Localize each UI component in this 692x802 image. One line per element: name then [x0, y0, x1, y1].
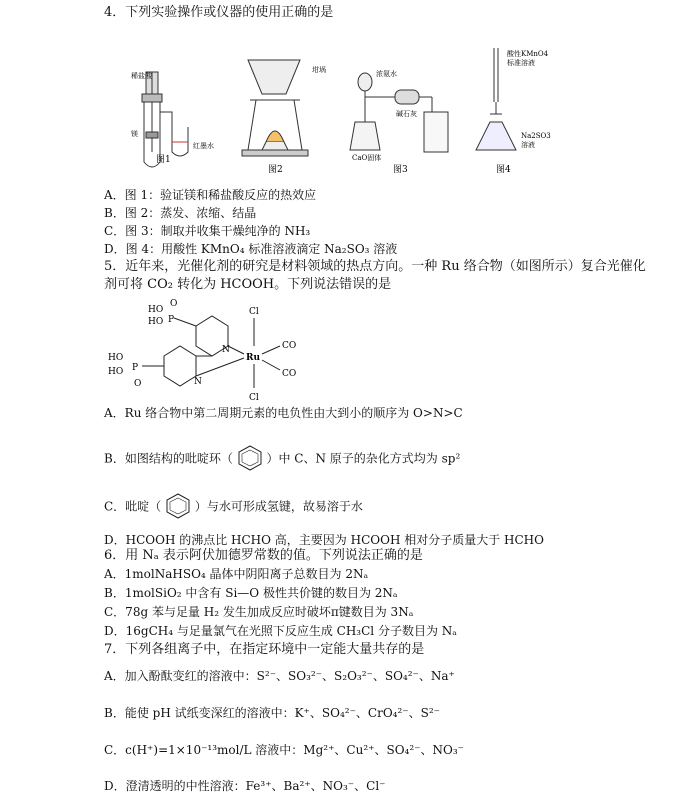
q6-option-d[interactable]: D．16gCH₄ 与足量氯气在光照下反应生成 CH₃Cl 分子数目为 Nₐ	[104, 624, 457, 638]
q5-option-d[interactable]: D．HCOOH 的沸点比 HCHO 高，主要因为 HCOOH 相对分子质量大于 HCHO	[104, 533, 544, 547]
q4-stem: 4．下列实验操作或仪器的使用正确的是	[104, 5, 334, 20]
q4-option-d[interactable]: D．图 4：用酸性 KMnO₄ 标准溶液滴定 Na₂SO₃ 溶液	[104, 242, 398, 256]
ru-complex-structure	[104, 296, 364, 411]
q6-stem: 6．用 Nₐ 表示阿伏加德罗常数的值。下列说法正确的是	[104, 548, 423, 563]
fig1-label-acid: 稀盐酸	[131, 72, 152, 80]
struct-co-1: CO	[282, 341, 297, 351]
fig3-label-cao: CaO固体	[352, 154, 382, 162]
struct-ho-3: HO	[108, 353, 124, 363]
q7-stem: 7．下列各组离子中，在指定环境中一定能大量共存的是	[104, 642, 425, 657]
struct-o-2: O	[134, 379, 142, 389]
q5-option-b-part2: ）中 C、N 原子的杂化方式均为 sp²	[266, 451, 461, 466]
fig1-apparatus	[142, 72, 188, 167]
struct-ho-4: HO	[108, 367, 124, 377]
struct-p-2: P	[132, 363, 139, 373]
fig1-label-ink: 红墨水	[193, 142, 214, 150]
q5-option-b-part1: B．如图结构的吡啶环（	[104, 451, 233, 466]
fig2-label-crucible: 坩埚	[312, 66, 326, 74]
pyridine-ring-icon	[237, 444, 263, 474]
q4-option-a[interactable]: A．图 1：验证镁和稀盐酸反应的热效应	[104, 188, 317, 202]
q6-option-b[interactable]: B．1molSiO₂ 中含有 Si—O 极性共价键的数目为 2Nₐ	[104, 586, 398, 600]
q7-option-b[interactable]: B．能使 pH 试纸变深红的溶液中：K⁺、SO₄²⁻、CrO₄²⁻、S²⁻	[104, 706, 440, 720]
struct-p-1: P	[168, 315, 175, 325]
struct-cl-2: Cl	[249, 393, 259, 403]
fig3-label-ammonia: 浓氨水	[376, 70, 397, 78]
q4-figures	[0, 42, 692, 202]
struct-n-1: N	[222, 345, 230, 355]
struct-o-1: O	[170, 299, 178, 309]
q5-stem-line2: 剂可将 CO₂ 转化为 HCOOH。下列说法错误的是	[104, 277, 392, 292]
q5-stem-line1: 5．近年来，光催化剂的研究是材料领域的热点方向。一种 Ru 络合物（如图所示）复合光催化	[104, 259, 646, 274]
q7-option-d[interactable]: D．澄清透明的中性溶液：Fe³⁺、Ba²⁺、NO₃⁻、Cl⁻	[104, 779, 386, 793]
fig4-caption: 图4	[496, 165, 511, 175]
q5-option-b[interactable]	[104, 444, 460, 474]
fig2-apparatus	[242, 60, 308, 156]
q4-option-c[interactable]: C．图 3：制取并收集干燥纯净的 NH₃	[104, 224, 311, 238]
q6-option-a[interactable]: A．1molNaHSO₄ 晶体中阴阳离子总数目为 2Nₐ	[104, 567, 369, 581]
struct-n-2: N	[194, 377, 202, 387]
q5-option-c[interactable]	[104, 492, 363, 522]
fig3-label-soda-lime: 碱石灰	[396, 110, 417, 118]
struct-ru: Ru	[246, 353, 261, 363]
q5-option-c-part1: C．吡啶（	[104, 499, 162, 514]
q5-option-a[interactable]: A．Ru 络合物中第二周期元素的电负性由大到小的顺序为 O>N>C	[104, 406, 463, 420]
fig4-label-kmno4: 酸性KMnO4	[507, 50, 549, 58]
struct-cl-1: Cl	[249, 307, 259, 317]
q7-option-c[interactable]: C．c(H⁺)=1×10⁻¹³mol/L 溶液中：Mg²⁺、Cu²⁺、SO₄²⁻、NO₃⁻	[104, 743, 464, 757]
fig1-label-mg: 镁	[131, 130, 138, 138]
q4-option-b[interactable]: B．图 2：蒸发、浓缩、结晶	[104, 206, 257, 220]
fig1-caption: 图1	[156, 155, 171, 165]
fig2-caption: 图2	[268, 165, 283, 175]
fig3-caption: 图3	[393, 165, 408, 175]
q6-option-c[interactable]: C．78g 苯与足量 H₂ 发生加成反应时破坏π键数目为 3Nₐ	[104, 605, 414, 619]
struct-ho-1: HO	[148, 305, 164, 315]
pyridine-icon	[165, 492, 191, 522]
struct-ho-2: HO	[148, 317, 164, 327]
fig4-label-std: 标准溶液	[507, 59, 535, 67]
struct-co-2: CO	[282, 369, 297, 379]
q5-option-c-part2: ）与水可形成氢键，故易溶于水	[194, 499, 363, 514]
q7-option-a[interactable]: A．加入酚酞变红的溶液中：S²⁻、SO₃²⁻、S₂O₃²⁻、SO₄²⁻、Na⁺	[104, 669, 455, 683]
fig4-label-soln: 溶液	[521, 141, 535, 149]
fig4-label-na2so3: Na2SO3	[521, 132, 551, 140]
